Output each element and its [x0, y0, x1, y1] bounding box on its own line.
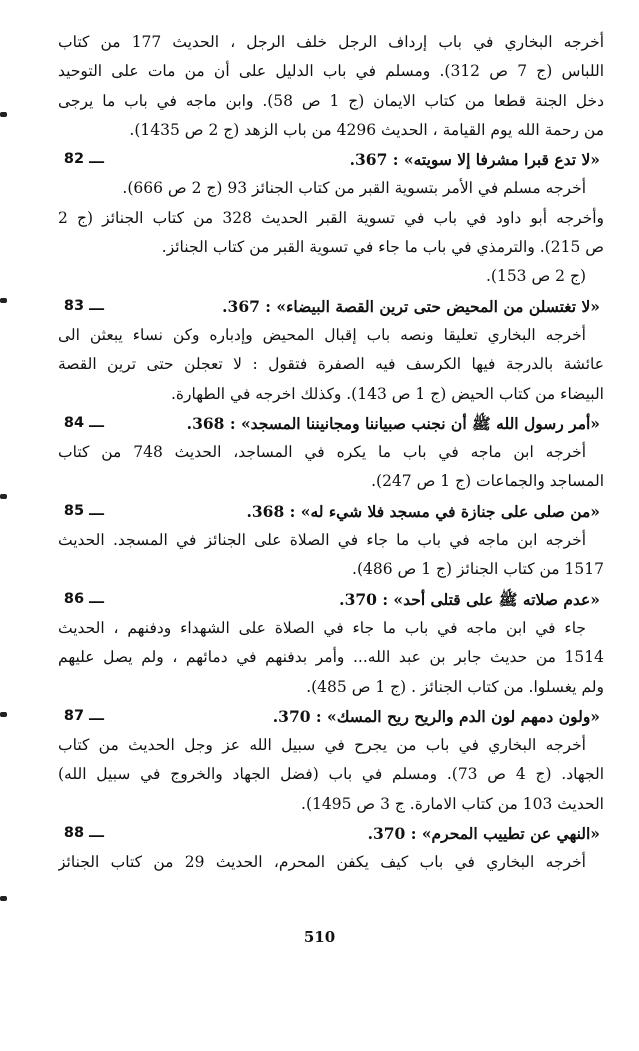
entry-number: 85 ـــ — [63, 502, 104, 519]
entry-heading — [58, 145, 604, 174]
text-line: اللباس (ج 7 ص 312). ومسلم في باب الدليل على أن من مات على التوحيد — [58, 62, 604, 81]
text-line: أخرجه البخاري في باب كيف يكفن المحرم، الحديث 29 من كتاب الجنائز — [58, 853, 586, 872]
margin-mark — [0, 112, 7, 117]
body-text — [58, 28, 604, 878]
margin-mark — [0, 298, 7, 303]
text-line: البيضاء من كتاب الحيض (ج 1 ص 143). وكذلك اخرجه في الطهارة. — [170, 384, 604, 403]
text-line: المساجد والجماعات (ج 1 ص 247). — [371, 472, 604, 491]
entry-quote: «أمر رسول الله ﷺ أن نجنب صبياننا ومجانيننا المسجد» : 368. — [186, 413, 600, 433]
entry-number: 86 ـــ — [63, 590, 104, 607]
entry-heading — [58, 585, 604, 614]
margin-mark — [0, 712, 7, 717]
text-line: الجهاد. (ج 4 ص 73). ومسلم في باب (فضل الجهاد والخروج في سبيل الله) — [58, 765, 604, 784]
entry-heading — [58, 497, 604, 526]
entry-heading — [58, 292, 604, 321]
page-number: 510 — [303, 928, 336, 946]
text-line: أخرجه البخاري تعليقا ونصه باب إقبال المحيض وإدباره وكن نساء يبعثن الى — [58, 325, 586, 344]
entry-quote: «من صلى على جنازة في مسجد فلا شيء له» : 368. — [246, 501, 600, 521]
entry-number: 83 ـــ — [63, 297, 104, 314]
text-line: دخل الجنة قطعا من كتاب الايمان (ج 1 ص 58). وابن ماجه في باب ما يرجى — [58, 91, 604, 110]
text-line: أخرجه ابن ماجه في باب ما جاء في الصلاة على الجنائز في المسجد. الحديث — [58, 531, 586, 550]
entry-number: 88 ـــ — [63, 825, 104, 842]
text-line: من رحمة الله يوم القيامة ، الحديث 4296 من باب الزهد (ج 2 ص 1435). — [129, 120, 604, 139]
text-line: ص 215). والترمذي في باب ما جاء في تسوية القبر من كتاب الجنائز. — [161, 238, 604, 257]
entry-number: 84 ـــ — [63, 414, 104, 431]
entry-quote: «عدم صلاته ﷺ على قتلى أحد» : 370. — [339, 589, 600, 609]
text-line: (ج 2 ص 153). — [485, 267, 586, 286]
text-line: أخرجه البخاري في باب إرداف الرجل خلف الرجل ، الحديث 177 من كتاب — [58, 33, 604, 51]
entry-heading — [58, 819, 604, 848]
entry-heading — [58, 702, 604, 731]
text-line: الحديث 103 من كتاب الامارة. ج 3 ص 1495). — [301, 794, 604, 813]
text-line: 1514 من حديث جابر بن عبد الله... وأمر بدفنهم في دمائهم ، ولم يصل عليهم — [58, 648, 604, 667]
entry-quote: «لا تغتسلن من المحيض حتى ترين القصة البيضاء» : 367. — [222, 296, 600, 316]
margin-mark — [0, 896, 7, 901]
text-line: جاء في ابن ماجه في باب ما جاء في الصلاة على الشهداء ودفنهم ، الحديث — [58, 618, 586, 637]
entry-quote: «ولون دمهم لون الدم والريح ريح المسك» : 370. — [272, 706, 600, 726]
entry-quote: «النهي عن تطييب المحرم» : 370. — [367, 824, 600, 844]
margin-mark — [0, 494, 7, 499]
text-line: أخرجه البخاري في باب من يجرح في سبيل الله عز وجل الحديث من كتاب — [58, 736, 586, 755]
text-line: 1517 من كتاب الجنائز (ج 1 ص 486). — [352, 560, 604, 579]
entry-number: 82 ـــ — [63, 151, 104, 168]
entry-heading — [58, 409, 604, 438]
text-line: وأخرجه أبو داود في باب في تسوية القبر الحديث 328 من كتاب الجنائز (ج 2 — [58, 208, 604, 227]
entry-number: 87 ـــ — [63, 707, 104, 724]
text-line: أخرجه ابن ماجه في باب ما يكره في المساجد، الحديث 748 من كتاب — [58, 443, 586, 462]
text-line: أخرجه مسلم في الأمر بتسوية القبر من كتاب الجنائز 93 (ج 2 ص 666). — [122, 179, 586, 198]
entry-quote: «لا تدع قبرا مشرفا إلا سويته» : 367. — [349, 150, 600, 170]
text-line: ولم يغسلوا. من كتاب الجنائز . (ج 1 ص 485). — [306, 677, 604, 696]
text-line: عائشة بالدرجة فيها الكرسف فيه الصفرة فتقول : لا تعجلن حتى ترين القصة — [58, 355, 604, 374]
